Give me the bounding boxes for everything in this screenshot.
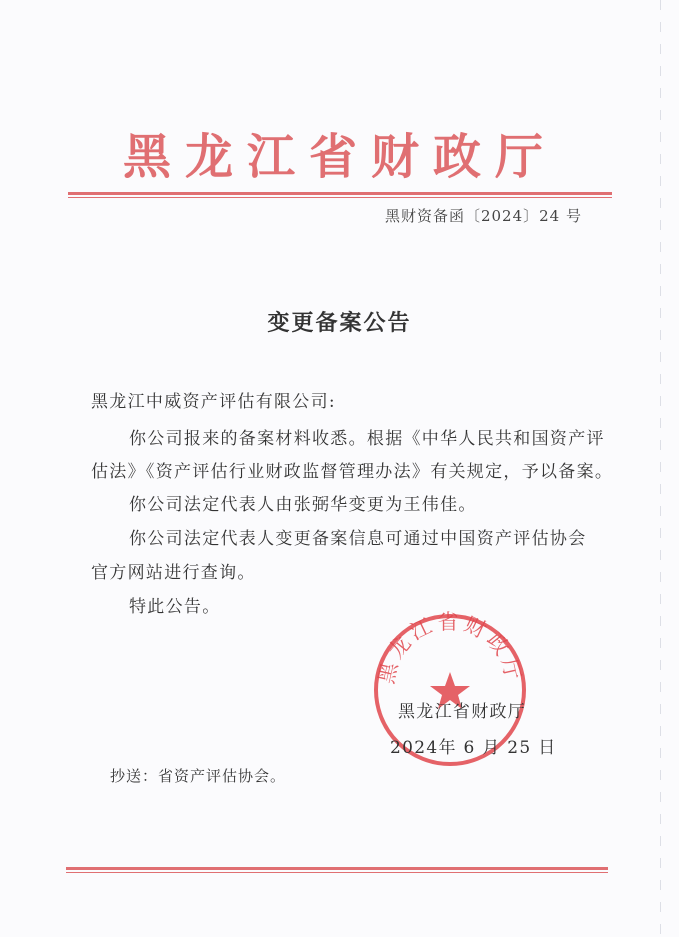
red-header-rule — [68, 192, 612, 195]
page-edge-line — [660, 0, 661, 937]
document-title: 变更备案公告 — [267, 311, 412, 336]
issue-date: 2024年 6 月 25 日 — [390, 738, 557, 758]
paragraph-3-line-2: 官方网站进行查询。 — [91, 563, 256, 583]
masthead-title: 黑龙江省财政厅 — [122, 129, 557, 185]
paragraph-3-line-1: 你公司法定代表人变更备案信息可通过中国资产评估协会 — [129, 529, 587, 549]
paragraph-1-line-2: 估法》《资产评估行业财政监督管理办法》有关规定，予以备案。 — [91, 462, 614, 482]
carbon-copy: 抄送：省资产评估协会。 — [110, 767, 287, 785]
paragraph-1-line-1: 你公司报来的备案材料收悉。根据《中华人民共和国资产评 — [129, 429, 605, 449]
paragraph-2: 你公司法定代表人由张弼华变更为王伟佳。 — [129, 495, 477, 515]
red-footer-rule — [66, 867, 608, 870]
red-header-rule-thin — [68, 197, 612, 198]
closing-paragraph: 特此公告。 — [129, 597, 221, 617]
addressee: 黑龙江中威资产评估有限公司: — [91, 392, 336, 412]
issuer-name: 黑龙江省财政厅 — [398, 702, 527, 722]
svg-text:黑龙江省财政厅: 黑龙江省财政厅 — [374, 610, 526, 686]
document-number: 黑财资备函〔2024〕24 号 — [384, 207, 582, 225]
red-footer-rule-thin — [66, 872, 608, 873]
